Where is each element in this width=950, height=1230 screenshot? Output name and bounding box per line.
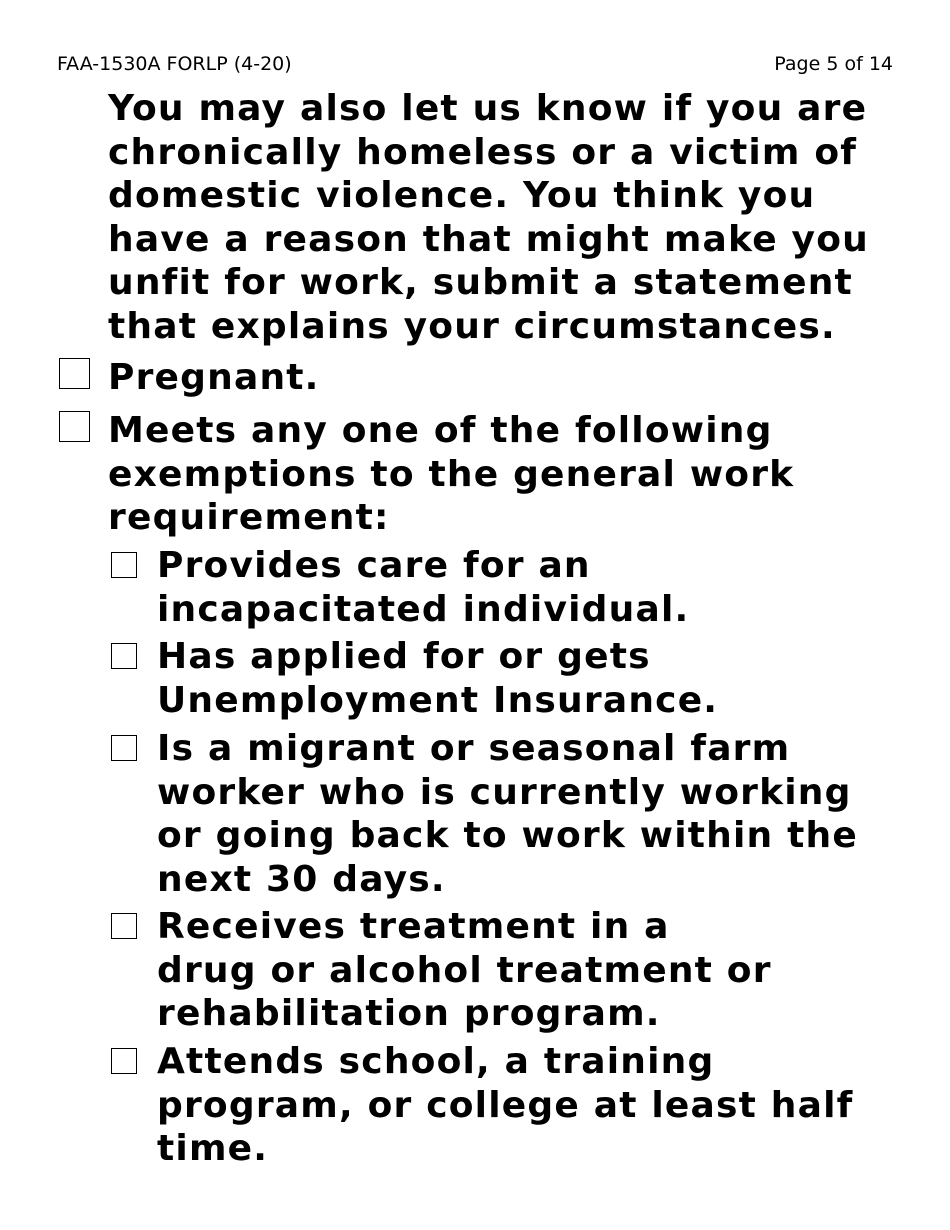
unemployment-label <box>157 635 917 722</box>
farm-worker-line: Is a migrant or seasonal farm <box>157 728 791 769</box>
form-header-id: FAA-1530A FORLP (4-20) <box>57 53 292 75</box>
intro-line: unfit for work, submit a statement <box>108 262 853 303</box>
care-provider-line: Provides care for an <box>157 545 591 586</box>
care-provider-label <box>157 544 917 631</box>
page-number: Page 5 of 14 <box>774 53 893 75</box>
care-provider-checkbox[interactable] <box>111 552 137 578</box>
treatment-checkbox[interactable] <box>111 913 137 939</box>
farm-worker-line: next 30 days. <box>157 858 446 900</box>
school-line: Attends school, a training <box>157 1041 715 1082</box>
unemployment-line: Has applied for or gets <box>157 636 651 677</box>
exemptions-line: requirement: <box>108 497 390 538</box>
intro-line: chronically homeless or a victim of <box>108 131 858 173</box>
intro-line: have a reason that might make you <box>108 218 869 260</box>
unemployment-line: Unemployment Insurance. <box>157 679 719 721</box>
school-checkbox[interactable] <box>111 1048 137 1074</box>
farm-worker-checkbox[interactable] <box>111 735 137 761</box>
unemployment-checkbox[interactable] <box>111 643 137 669</box>
pregnant-label: Pregnant. <box>108 357 320 398</box>
treatment-line: rehabilitation program. <box>157 993 661 1034</box>
intro-line: You may also let us know if you are <box>108 88 868 129</box>
intro-paragraph <box>108 87 908 348</box>
exemptions-line: exemptions to the general work <box>108 453 795 495</box>
treatment-label <box>157 905 917 1036</box>
treatment-line: Receives treatment in a <box>157 906 670 947</box>
intro-line: domestic violence. You think you <box>108 175 816 216</box>
treatment-line: drug or alcohol treatment or <box>157 949 772 991</box>
farm-worker-label <box>157 727 917 901</box>
exemptions-label <box>108 409 908 540</box>
care-provider-line: incapacitated individual. <box>157 588 690 630</box>
farm-worker-line: worker who is currently working <box>157 771 852 813</box>
farm-worker-line: or going back to work within the <box>157 815 858 856</box>
school-label <box>157 1040 917 1171</box>
pregnant-checkbox[interactable] <box>59 358 90 389</box>
exemptions-line: Meets any one of the following <box>108 410 773 451</box>
school-line: time. <box>157 1128 269 1169</box>
school-line: program, or college at least half <box>157 1084 854 1126</box>
intro-line: that explains your circumstances. <box>108 305 836 347</box>
exemptions-checkbox[interactable] <box>59 411 90 442</box>
